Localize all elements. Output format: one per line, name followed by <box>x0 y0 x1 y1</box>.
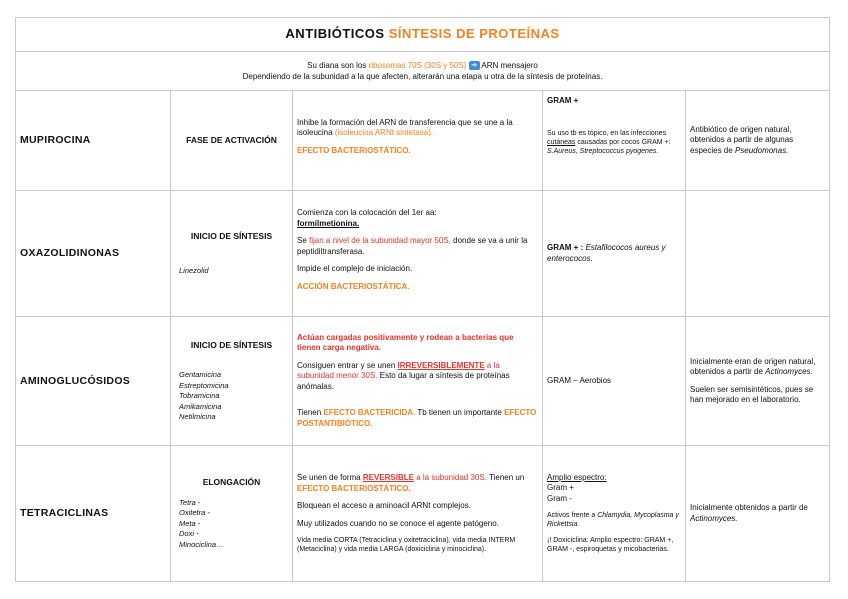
effect-label: EFECTO BACTERIOSTÁTICO. <box>297 145 411 155</box>
mechanism-highlight: (isoleucina ARNt sintetasa). <box>334 128 434 138</box>
origin-cell <box>686 91 830 191</box>
drug-family-name: AMINOGLUCÓSIDOS <box>16 317 171 446</box>
intro-line2: Dependiendo de la subunidad a la que afecten, alterarán una etapa u otra de la síntesis de proteínas. <box>242 72 603 81</box>
origin-cell <box>686 191 830 317</box>
synthesis-phase: INICIO DE SÍNTESIS <box>190 339 273 350</box>
arrow-right-icon: ➔ <box>469 61 480 70</box>
drug-family-name: TETRACICLINAS <box>16 446 171 582</box>
origin-cell: Inicialmente eran de origen natural, obtenidos a partir de Actinomyces. Suelen ser semisintéticos, pues se han mejorado en el laboratorio. <box>686 317 830 446</box>
intro-line1-b: ARN mensajero <box>481 61 538 70</box>
mechanism-text: Inhibe la formación del ARN de transferencia que se une a la isoleucina <box>297 117 513 138</box>
list-item: Meta - <box>179 518 201 528</box>
drug-list <box>175 266 288 277</box>
spectrum-cell: Amplio espectro: Gram + Gram - Activos frente a Chlamydia, Mycoplasma y Rickettsia. ¡! Doxiciclina: Amplio espectro: GRAM +, GRAM -, espiroquetas y micobacterias. <box>543 446 686 582</box>
spectrum-detail: Su uso tb es tópico, en las infecciones cutáneas causadas por cocos GRAM +: S.Aureus, Streptococcus pyogenes. <box>547 129 671 155</box>
drug-list <box>175 498 288 551</box>
list-item: Estreptomicina <box>179 380 229 390</box>
effect-label: ACCIÓN BACTERIOSTÁTICA. <box>297 281 410 291</box>
table-row <box>16 317 830 446</box>
drug-family-name: MUPIROCINA <box>16 91 171 191</box>
spectrum-cell: GRAM – Aerobios <box>543 317 686 446</box>
intro-line1-a: Su diana son los <box>307 61 367 70</box>
synthesis-phase: FASE DE ACTIVACIÓN <box>171 91 293 191</box>
mechanism-cell: Comienza con la colocación del 1er aa: formilmetionina. Se fijan a nivel de la subunidad mayor 50S, donde se va a unir la peptidiltransferasa. Impide el complejo de iniciación. ACCIÓN BACTERIOSTÁTICA. <box>293 191 543 317</box>
list-item: Linezolid <box>179 265 209 275</box>
mechanism-cell: Se unen de forma REVERSIBLE a la subunidad 30S. Tienen un EFECTO BACTERIOSTÁTICO. Bloquean el acceso a aminoacil ARNt complejos. Muy utilizados cuando no se conoce el agente patógeno. Vida media CORTA (Tetraciclina y oxitetraciclina), vida media INTERM (Metaciclina) y vida media LARGA (doxiciclina y minociclina). <box>293 446 543 582</box>
mechanism-cell: Actúan cargadas positivamente y rodean a bacterias que tienen carga negativa. Consiguen entrar y se unen IRREVERSIBLEMENTE a la subunidad menor 30S. Esto da lugar a síntesis de proteínas anómalas. Tienen EFECTO BACTERICIDA. Tb tienen un importante EFECTO POSTANTIBIÓTICO. <box>293 317 543 446</box>
table-row <box>16 191 830 317</box>
title-highlight: SÍNTESIS DE PROTEÍNAS <box>388 26 560 42</box>
phase-cell <box>171 446 293 582</box>
synthesis-phase: ELONGACIÓN <box>202 477 261 487</box>
origin-text: Antibiótico de origen natural, obtenidos a partir de algunas especies de <box>690 124 794 155</box>
table-row <box>16 91 830 191</box>
page-title <box>16 18 830 52</box>
drug-family-name: OXAZOLIDINONAS <box>16 191 171 317</box>
list-item: Doxi - <box>179 529 199 538</box>
antibiotics-table-container <box>15 17 829 582</box>
list-item: Tobramicina <box>179 391 220 400</box>
spectrum-title: Amplio espectro: <box>547 472 607 482</box>
list-item: Oxitetra - <box>179 508 210 517</box>
spectrum-title: GRAM + <box>547 96 579 105</box>
origin-organism: Pseudomonas. <box>734 145 789 155</box>
synthesis-phase: INICIO DE SÍNTESIS <box>190 231 273 241</box>
list-item: Gentamicina <box>179 370 222 379</box>
list-item: Netilmicina <box>179 412 216 421</box>
intro-ribosomes: ribosomas 70S (30S y 50S) <box>368 61 467 70</box>
list-item: Amikamicina <box>179 401 222 411</box>
spectrum-cell: GRAM + : Estafilococos aureus y enterococos. <box>543 191 686 317</box>
mechanism-cell <box>293 91 543 191</box>
phase-cell <box>171 317 293 446</box>
list-item: Minociclina… <box>179 539 224 549</box>
intro-text <box>16 52 830 91</box>
antibiotics-table <box>15 17 830 582</box>
origin-cell: Inicialmente obtenidos a partir de Actinomyces. <box>686 446 830 582</box>
list-item: Tetra - <box>179 497 201 507</box>
table-row <box>16 446 830 582</box>
spectrum-cell <box>543 91 686 191</box>
drug-list <box>175 370 288 423</box>
phase-cell <box>171 191 293 317</box>
title-prefix: ANTIBIÓTICOS <box>285 26 385 42</box>
